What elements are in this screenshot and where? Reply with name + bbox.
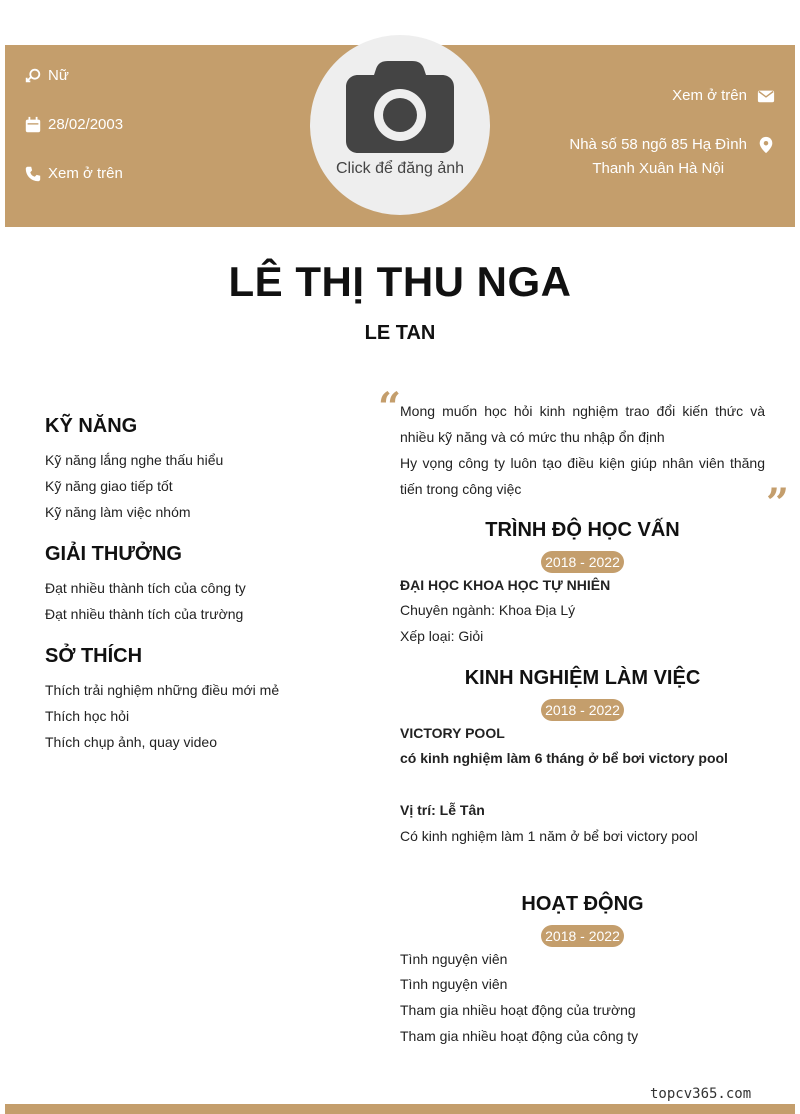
address-line-2: Thanh Xuân Hà Nội bbox=[592, 160, 725, 177]
map-pin-icon bbox=[757, 136, 775, 154]
gender-row bbox=[24, 66, 69, 86]
envelope-icon bbox=[757, 87, 775, 105]
experience-detail: Có kinh nghiệm làm 1 năm ở bể bơi victory pool bbox=[400, 828, 698, 844]
gender-icon bbox=[24, 67, 42, 85]
experience-summary: có kinh nghiệm làm 6 tháng ở bể bơi victory pool bbox=[400, 750, 728, 766]
phone-value: Xem ở trên bbox=[48, 165, 123, 182]
phone-row bbox=[24, 164, 123, 184]
education-grade: Xếp loại: Giỏi bbox=[400, 628, 484, 644]
watermark: topcv365.com bbox=[650, 1086, 752, 1102]
activity-item: Tham gia nhiều hoạt động của trường bbox=[400, 1002, 636, 1018]
education-period-badge: 2018 - 2022 bbox=[541, 551, 624, 573]
activities-title: HOẠT ĐỘNG bbox=[521, 893, 644, 915]
experience-title: KINH NGHIỆM LÀM VIỆC bbox=[464, 667, 701, 689]
avatar-upload[interactable] bbox=[310, 35, 490, 215]
address-line-1: Nhà số 58 ngõ 85 Hạ Đình bbox=[569, 136, 747, 153]
hobbies-title: SỞ THÍCH bbox=[45, 645, 143, 667]
address-text bbox=[569, 135, 747, 179]
objective-line: Hy vọng công ty luôn tạo điều kiện giúp nhân viên thăng tiến trong công việc bbox=[400, 455, 765, 497]
skills-title: KỸ NĂNG bbox=[45, 415, 138, 437]
email-value: Xem ở trên bbox=[672, 87, 747, 104]
education-major: Chuyên ngành: Khoa Địa Lý bbox=[400, 602, 576, 618]
photo-caption: Click để đăng ảnh bbox=[335, 160, 465, 177]
education-title: TRÌNH ĐỘ HỌC VẤN bbox=[485, 519, 680, 541]
activity-item: Tình nguyện viên bbox=[400, 951, 508, 967]
full-name: LÊ THỊ THU NGA bbox=[228, 258, 572, 305]
school-name: ĐẠI HỌC KHOA HỌC TỰ NHIÊN bbox=[400, 577, 611, 593]
company-name: VICTORY POOL bbox=[400, 725, 505, 741]
phone-icon bbox=[24, 165, 42, 183]
activities-period-badge: 2018 - 2022 bbox=[541, 925, 624, 947]
experience-role: Vị trí: Lễ Tân bbox=[400, 802, 485, 818]
skill-item: Kỹ năng lắng nghe thấu hiểu bbox=[45, 452, 224, 468]
email-row bbox=[672, 86, 775, 106]
job-position: LE TAN bbox=[364, 322, 436, 344]
birthday-row bbox=[24, 115, 123, 135]
open-quote-icon: “ bbox=[378, 384, 402, 431]
close-quote-icon: ” bbox=[766, 480, 790, 527]
skill-item: Kỹ năng làm việc nhóm bbox=[45, 504, 191, 520]
hobby-item: Thích chụp ảnh, quay video bbox=[45, 734, 218, 750]
footer-bar bbox=[5, 1104, 795, 1114]
gender-value: Nữ bbox=[48, 67, 69, 84]
skill-item: Kỹ năng giao tiếp tốt bbox=[45, 478, 173, 494]
award-item: Đạt nhiều thành tích của công ty bbox=[45, 580, 246, 596]
birthday-value: 28/02/2003 bbox=[48, 116, 124, 133]
award-item: Đạt nhiều thành tích của trường bbox=[45, 606, 244, 622]
address-row bbox=[569, 135, 775, 179]
hobby-item: Thích học hỏi bbox=[45, 708, 130, 724]
hobby-item: Thích trải nghiệm những điều mới mẻ bbox=[45, 682, 280, 698]
activity-item: Tham gia nhiều hoạt động của công ty bbox=[400, 1028, 639, 1044]
experience-period-badge: 2018 - 2022 bbox=[541, 699, 624, 721]
camera-icon bbox=[346, 61, 454, 153]
career-objective bbox=[400, 398, 765, 502]
activity-item: Tình nguyện viên bbox=[400, 976, 508, 992]
awards-title: GIẢI THƯỞNG bbox=[45, 543, 182, 565]
objective-line: Mong muốn học hỏi kinh nghiệm trao đổi kiến thức và nhiều kỹ năng và có mức thu nhập ổn định bbox=[400, 403, 765, 445]
calendar-icon bbox=[24, 116, 42, 134]
